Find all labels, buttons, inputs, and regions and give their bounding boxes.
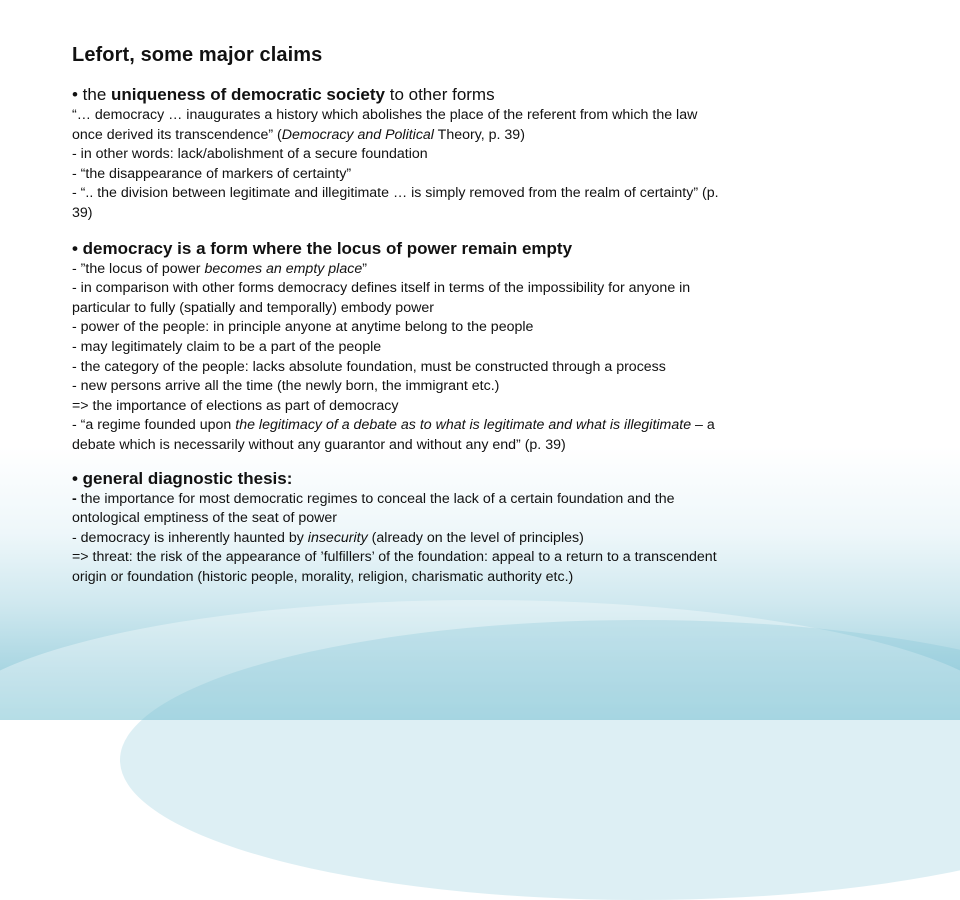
section-heading-uniqueness: • the uniqueness of democratic society to other forms	[72, 85, 495, 104]
bullet-line: - new persons arrive all the time (the newly born, the immigrant etc.)	[72, 378, 500, 395]
bullet-line: debate which is necessarily without any guarantor and without any end” (p. 39)	[72, 436, 566, 453]
bullet-line: - “the disappearance of markers of certainty”	[72, 165, 352, 182]
bullet-line: - power of the people: in principle anyone at anytime belong to the people	[72, 319, 534, 336]
bullet-line: => threat: the risk of the appearance of ’fulfillers’ of the foundation: appeal to a return to a transcendent	[72, 549, 717, 566]
bullet-line: 39)	[72, 204, 93, 221]
section-heading-diagnostic: • general diagnostic thesis:	[72, 468, 293, 488]
section-uniqueness	[72, 84, 924, 224]
bullet-line: - the importance for most democratic regimes to conceal the lack of a certain foundation and the	[72, 490, 675, 507]
bullet-line: origin or foundation (historic people, morality, religion, charismatic authority etc.)	[72, 568, 574, 585]
quote-line: once derived its transcendence” (Democracy and Political Theory, p. 39)	[72, 126, 525, 143]
section-diagnostic-thesis	[72, 468, 924, 588]
bullet-line: - “.. the division between legitimate and illegitimate … is simply removed from the realm of certainty” (p.	[72, 185, 719, 202]
bullet-line: - in other words: lack/abolishment of a secure foundation	[72, 146, 428, 163]
slide-title: Lefort, some major claims	[72, 44, 323, 66]
bullet-line: - may legitimately claim to be a part of the people	[72, 338, 382, 355]
section-locus-of-power	[72, 238, 924, 456]
quote-line: “… democracy … inaugurates a history which abolishes the place of the referent from which the law	[72, 107, 698, 123]
section-heading-locus: • democracy is a form where the locus of power remain empty	[72, 238, 573, 258]
bullet-line: ontological emptiness of the seat of power	[72, 510, 337, 527]
bullet-line: particular to fully (spatially and temporally) embody power	[72, 299, 434, 316]
slide-content	[72, 44, 924, 587]
bullet-line: - ”the locus of power becomes an empty place”	[72, 260, 367, 277]
bullet-line: - democracy is inherently haunted by insecurity (already on the level of principles)	[72, 529, 584, 546]
bullet-line: - in comparison with other forms democracy defines itself in terms of the impossibility for anyone in	[72, 280, 691, 297]
bullet-line: - “a regime founded upon the legitimacy of a debate as to what is legitimate and what is illegitimate – a	[72, 417, 715, 434]
bullet-line: => the importance of elections as part of democracy	[72, 397, 399, 414]
bullet-line: - the category of the people: lacks absolute foundation, must be constructed through a process	[72, 358, 666, 375]
